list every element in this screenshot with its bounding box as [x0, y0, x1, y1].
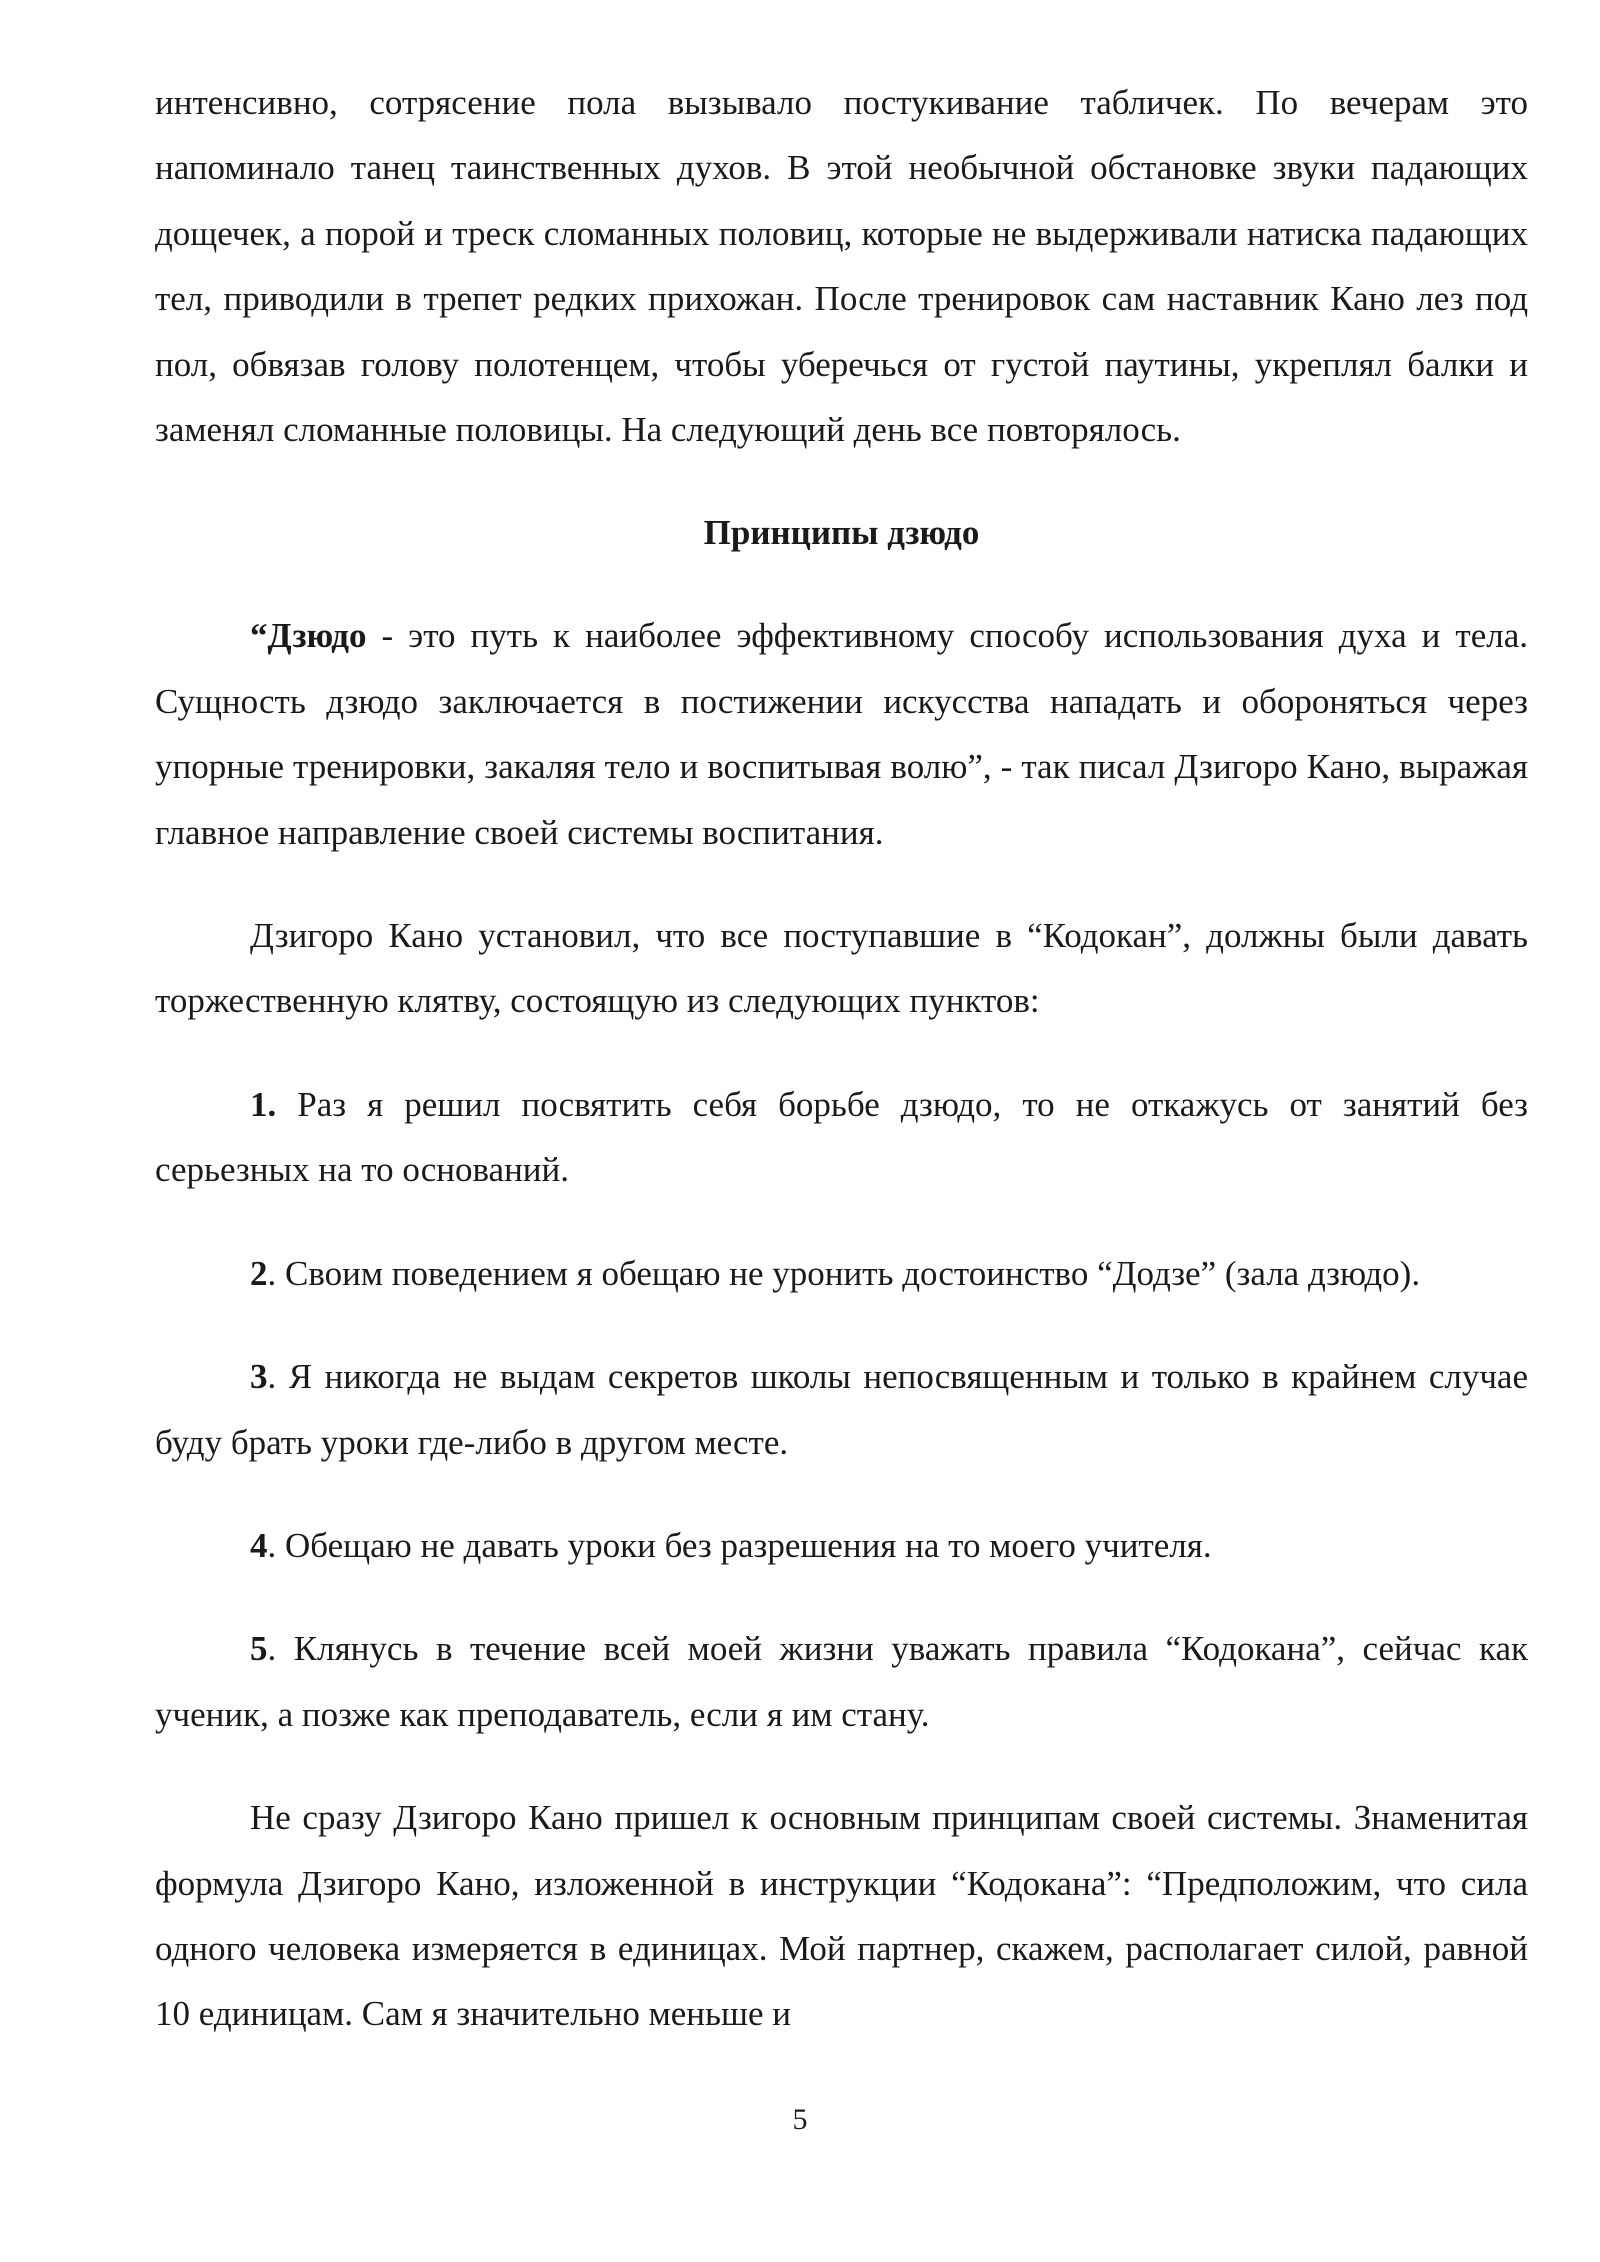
oath-item-text: . Я никогда не выдам секретов школы непосвященным и только в крайнем случае буду брать уроки где-либо в другом месте.: [155, 1357, 1528, 1462]
oath-item-number: 4: [250, 1525, 268, 1565]
oath-item-text: Раз я решил посвятить себя борьбе дзюдо, то не откажусь от занятий без серьезных на то оснований.: [155, 1084, 1528, 1190]
quote-text: - это путь к наиболее эффективному способу использования духа и тела. Сущность дзюдо заключается в постижении искусства нападать и обороняться через упорные тренировки, закаляя тело и воспитывая волю”, - так писал Дзигоро Кано, выражая главное направление своей системы воспитания.: [155, 616, 1528, 852]
intro-paragraph: интенсивно, сотрясение пола вызывало постукивание табличек. По вечерам это напоминало танец таинственных духов. В этой необычной обстановке звуки падающих дощечек, а порой и треск сломанных половиц, которые не выдерживали натиска падающих тел, приводили в трепет редких прихожан. После тренировок сам наставник Кано лез под пол, обвязав голову полотенцем, чтобы уберечься от густой паутины, укреплял балки и заменял сломанные половицы. На следующий день все повторялось.: [155, 83, 1528, 450]
oath-item-4: [155, 1513, 1528, 1578]
document-page: [155, 70, 1528, 2047]
final-paragraph: Не сразу Дзигоро Кано пришел к основным принципам своей системы. Знаменитая формула Дзигоро Кано, изложенной в инструкции “Кодокана”: “Предположим, что сила одного человека измеряется в единицах. Мой партнер, скажем, располагает силой, равной 10 единицам. Сам я значительно меньше и: [155, 1798, 1528, 2034]
oath-item-text: . Обещаю не давать уроки без разрешения на то моего учителя.: [267, 1525, 1212, 1565]
oath-item-number: 2: [250, 1253, 268, 1293]
oath-item-number: 5: [250, 1629, 268, 1669]
oath-item-2: [155, 1241, 1528, 1306]
quote-paragraph: [155, 603, 1528, 865]
section-heading: Принципы дзюдо: [703, 513, 980, 553]
oath-item-5: [155, 1616, 1528, 1747]
oath-item-1: [155, 1072, 1528, 1203]
oath-item-number: 3: [250, 1357, 268, 1397]
page-number: 5: [792, 2103, 808, 2136]
oath-item-number: 1.: [250, 1084, 277, 1124]
oath-item-text: . Своим поведением я обещаю не уронить достоинство “Додзе” (зала дзюдо).: [267, 1253, 1421, 1293]
quote-bold-lead: “Дзюдо: [250, 616, 367, 656]
oath-item-text: . Клянусь в течение всей моей жизни уважать правила “Кодокана”, сейчас как ученик, а позже как преподаватель, если я им стану.: [155, 1629, 1528, 1734]
oath-intro-paragraph: Дзигоро Кано установил, что все поступавшие в “Кодокан”, должны были давать торжественную клятву, состоящую из следующих пунктов:: [155, 916, 1528, 1021]
oath-item-3: [155, 1344, 1528, 1475]
